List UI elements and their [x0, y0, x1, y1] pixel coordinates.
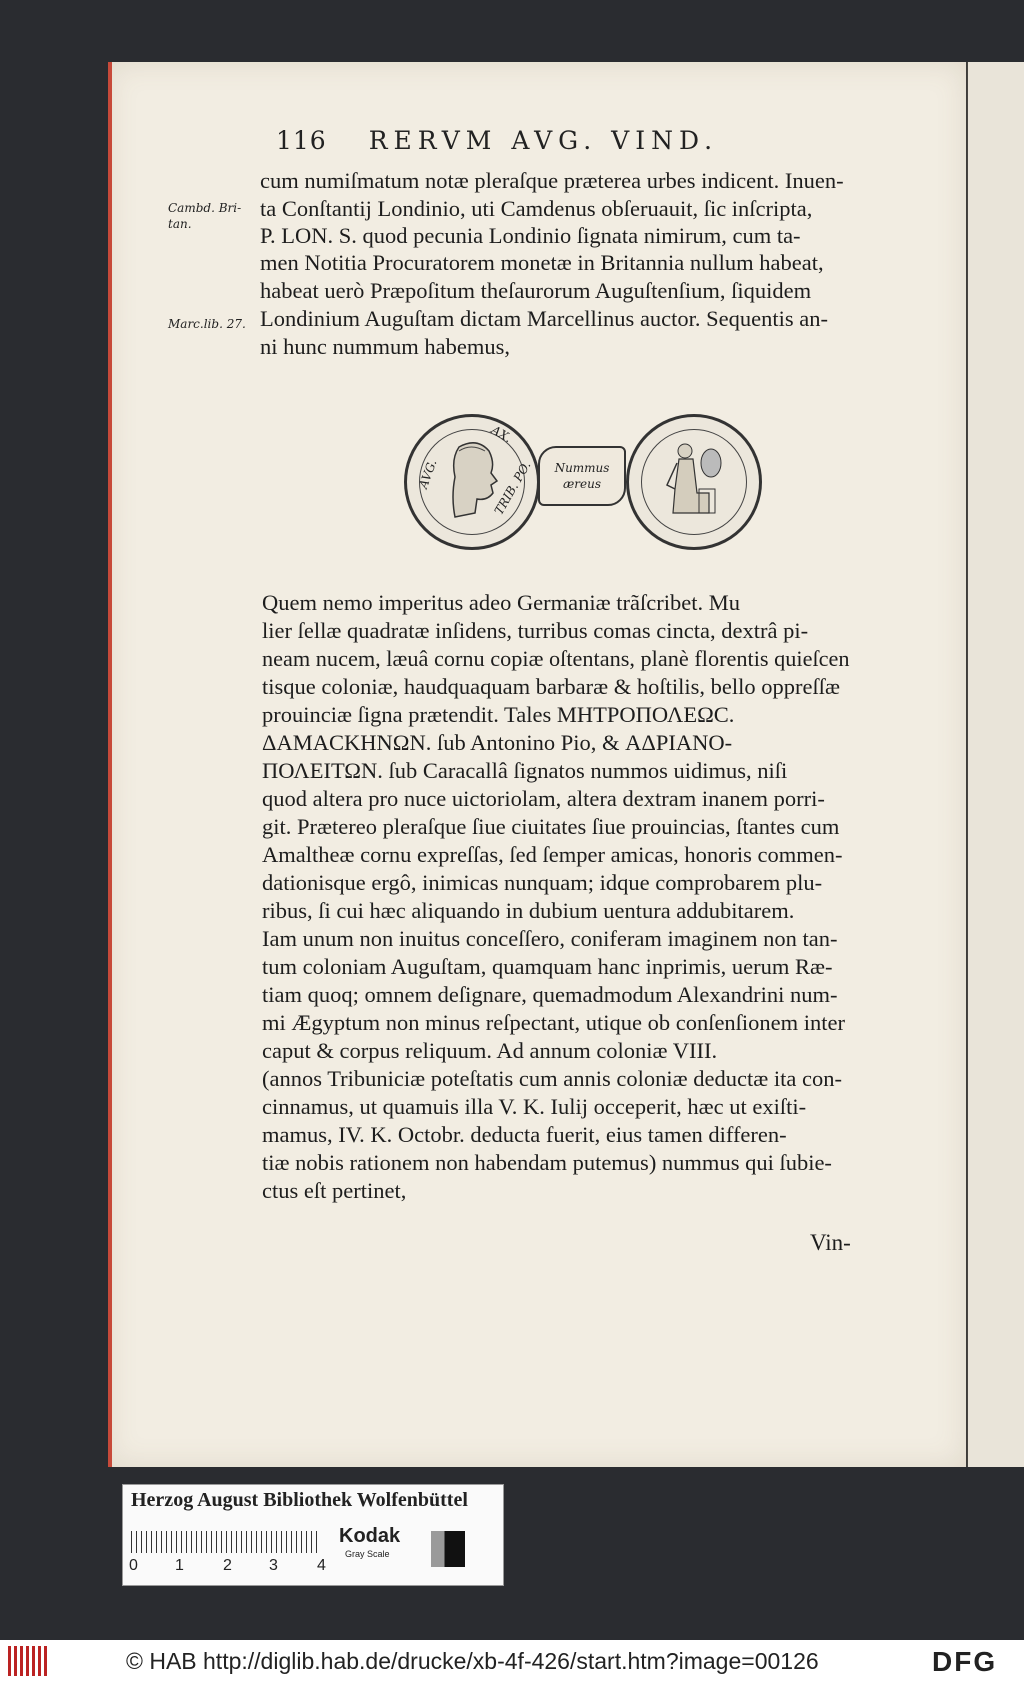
text-line: Quem nemo imperitus adeo Germaniæ trãſcribet. Mu [262, 590, 740, 615]
obverse-legend-right: TRIB. PO. [491, 458, 534, 518]
text-line: tiæ nobis rationem non habendam putemus) nummus qui ſubie- [262, 1150, 832, 1175]
text-line: quod altera pro nuce uictoriolam, altera dextram inanem porri- [262, 786, 825, 811]
text-line: (annos Tribuniciæ poteſtatis cum annis coloniæ deductæ ita con- [262, 1066, 842, 1091]
ruler-number: 3 [269, 1557, 278, 1574]
text-line: neam nucem, læuâ cornu copiæ oſtentans, planè florentis quieſcen [262, 646, 850, 671]
barcode-icon [8, 1646, 48, 1676]
library-name: Herzog August Bibliothek Wolfenbüttel [131, 1489, 468, 1511]
ruler-scale [131, 1531, 319, 1553]
obverse-legend-left: AVG. [416, 457, 440, 491]
page-number: 116 [276, 126, 327, 155]
color-calibration-card [122, 1484, 504, 1586]
text-line: cinnamus, ut quamuis illa V. K. Iulij occeperit, hæc ut exiſti- [262, 1094, 807, 1119]
text-line: tiam quoq; omnem deſignare, quemadmodum Alexandrini num- [262, 982, 838, 1007]
text-line: Londinium Auguſtam dictam Marcellinus auctor. Sequentis an- [260, 306, 829, 331]
text-line: Iam unum non inuitus conceſſero, coniferam imaginem non tan- [262, 926, 838, 951]
text-line: ΔΑΜΑCΚΗΝΩΝ. ſub Antonino Pio, & ΑΔΡΙΑΝΟ- [262, 730, 733, 755]
text-line: ta Conſtantij Londinio, uti Camdenus obſeruauit, ſic inſcripta, [260, 196, 813, 221]
obverse-legend-top: AX. [488, 422, 515, 446]
text-line: ribus, ſi cui hæc aliquando in dubium uentura addubitarem. [262, 898, 795, 923]
text-line: P. LON. S. quod pecunia Londinio ſignata nimirum, cum ta- [260, 223, 801, 248]
copyright-url[interactable]: © HAB http://diglib.hab.de/drucke/xb-4f-426/start.htm?image=00126 [126, 1648, 819, 1674]
seated-goddess-icon [653, 433, 733, 529]
text-line: git. Prætereo pleraſque ſiue ciuitates ſiue prouincias, ſtantes cum [262, 814, 840, 839]
text-line: tum coloniam Auguſtam, quamquam hanc inprimis, uerum Ræ- [262, 954, 833, 979]
text-line: caput & corpus reliquum. Ad annum coloniæ VIII. [262, 1038, 718, 1063]
text-line: prouinciæ ſigna prætendit. Tales ΜΗΤΡΟΠΟΛΕΩC. [262, 702, 735, 727]
text-line: mamus, IV. K. Octobr. deducta fuerit, eius tamen differen- [262, 1122, 787, 1147]
text-line: ctus eſt pertinet, [262, 1178, 407, 1203]
coin-caption-cartouche: Nummus æreus [538, 446, 626, 506]
page-edge-redline [108, 62, 112, 1467]
margin-note-cambden: Cambd. Bri- tan. [168, 201, 242, 231]
text-line: men Notitia Procuratorem monetæ in Britannia nullum habeat, [260, 250, 824, 275]
text-line: lier ſellæ quadratæ inſidens, turribus comas cincta, dextrâ pi- [262, 618, 809, 643]
emperor-portrait-icon [437, 437, 507, 527]
text-line: tisque coloniæ, haudquaquam barbaræ & hoſtilis, bello oppreſſæ [262, 674, 841, 699]
grayscale-label: Gray Scale [345, 1549, 390, 1559]
text-line: Amaltheæ cornu expreſſas, ſed ſemper amicas, honoris commen- [262, 842, 843, 867]
ruler-number: 0 [129, 1557, 138, 1574]
kodak-logo: Kodak [339, 1525, 401, 1547]
text-line: mi Ægyptum non minus reſpectant, utique ob conſenſionem inter [262, 1010, 846, 1035]
text-line: habeat uerò Præpoſitum theſaurorum Auguſtenſium, ſiquidem [260, 278, 812, 303]
dfg-logo: DFG [932, 1646, 998, 1677]
text-line: ΠΟΛΕΙΤΩΝ. ſub Caracallâ ſignatos nummos uidimus, niſi [262, 758, 788, 783]
text-line: ni hunc nummum habemus, [260, 334, 510, 359]
text-line: dationisque ergô, inimicas nunquam; idque comprobarem plu- [262, 870, 823, 895]
gray-swatch [431, 1531, 465, 1567]
ruler-number: 2 [223, 1557, 232, 1574]
margin-note-marcellinus: Marc.lib. 27. [168, 317, 246, 331]
catchword: Vin- [810, 1230, 851, 1255]
ruler-number: 4 [317, 1557, 326, 1574]
facing-page-edge [968, 62, 1024, 1467]
text-line: cum numiſmatum notæ pleraſque præterea urbes indicent. Inuen- [260, 168, 844, 193]
viewer-footer [0, 1640, 1024, 1682]
ruler-number: 1 [175, 1557, 184, 1574]
running-header [276, 126, 718, 155]
running-title: RERVM AVG. VIND. [368, 126, 719, 155]
coin-obverse [404, 414, 540, 550]
coin-reverse [626, 414, 762, 550]
